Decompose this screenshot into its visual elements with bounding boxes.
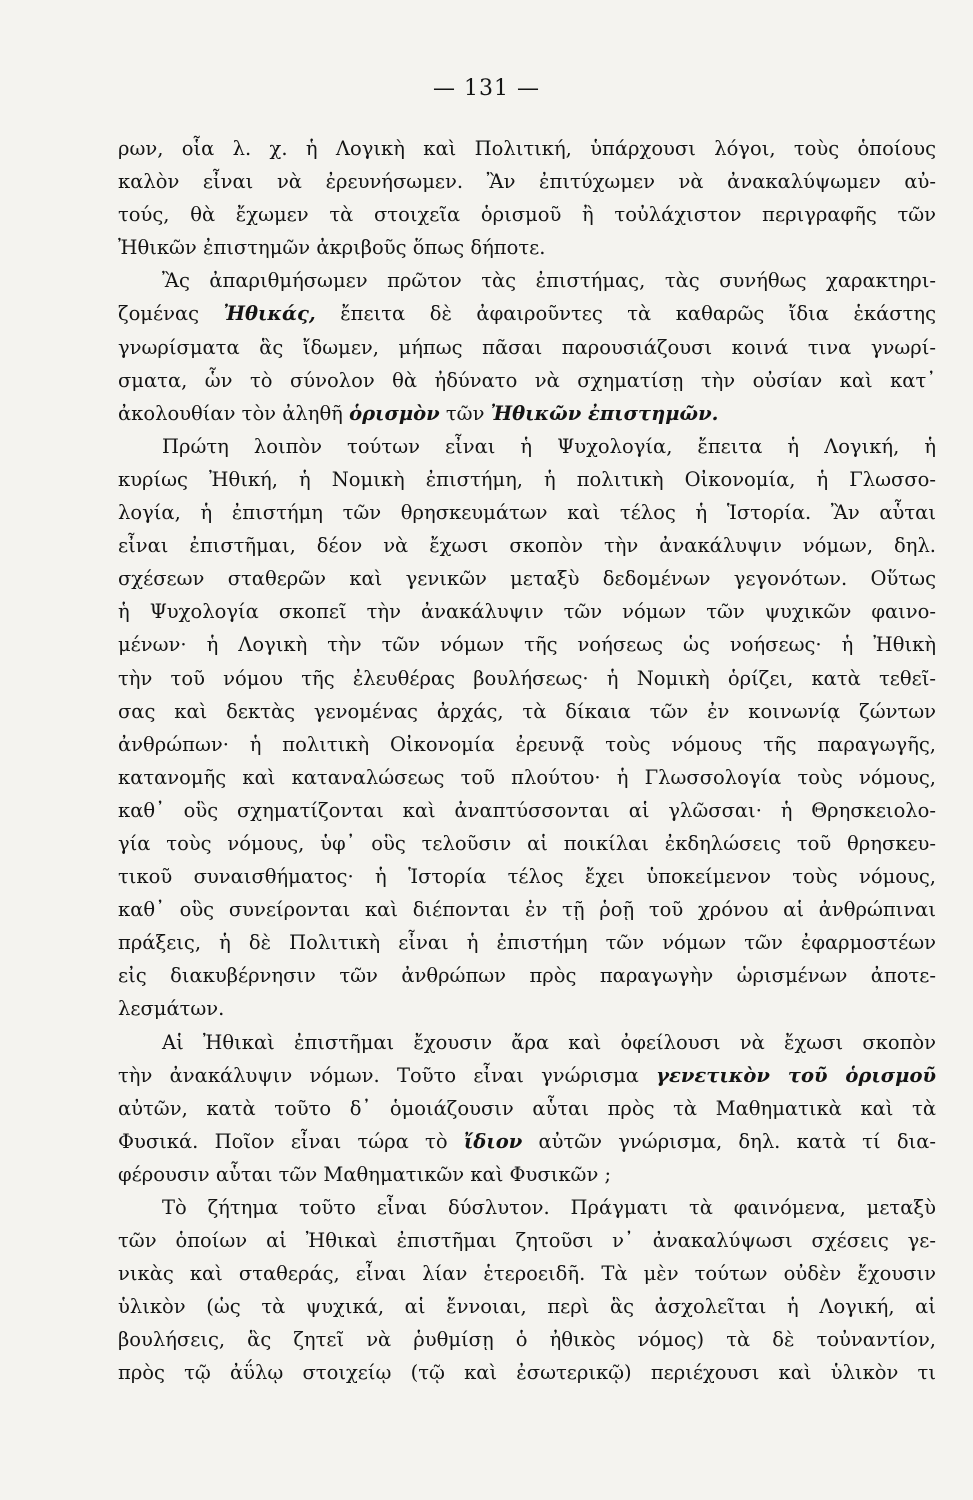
text-line [118, 231, 936, 264]
text-line [118, 463, 936, 496]
text-segment: τῶν [439, 401, 491, 425]
body-text [118, 132, 936, 1390]
text-line [118, 728, 936, 761]
text-segment: ἡ Ψυχολογία σκοπεῖ τὴν ἀνακάλυψιν τῶν νόμων τῶν ψυχικῶν φαινο- [118, 600, 936, 624]
text-line [118, 1092, 936, 1125]
text-line [118, 1059, 936, 1092]
text-line [118, 165, 936, 198]
text-segment: ἀκολουθίαν τὸν ἀληθῆ [118, 401, 350, 425]
text-segment: αὐτῶν, κατὰ τοῦτο δ᾽ ὁμοιάζουσιν αὗται πρὸς τὰ Μαθηματικὰ καὶ τὰ [118, 1096, 936, 1120]
text-line [118, 761, 936, 794]
text-line [118, 430, 936, 463]
text-segment: σας καὶ δεκτὰς γενομένας ἀρχάς, τὰ δίκαια τῶν ἐν κοινωνίᾳ ζώντων [118, 699, 936, 723]
text-segment: αὐτῶν γνώρισμα, δηλ. κατὰ τί δια- [522, 1129, 936, 1153]
text-segment: βουλήσεις, ἃς ζητεῖ νὰ ῥυθμίσῃ ὁ ἠθικὸς νόμος) τὰ δὲ τοὐναντίον, [118, 1328, 936, 1352]
text-line [118, 1257, 936, 1290]
text-segment: κατανομῆς καὶ καταναλώσεως τοῦ πλούτου· ἡ Γλωσσολογία τοὺς νόμους, [118, 765, 936, 789]
text-segment: πρὸς τῷ ἀΰλῳ στοιχείῳ (τῷ καὶ ἐσωτερικῷ) περιέχουσι καὶ ὑλικὸν τι [118, 1361, 936, 1385]
text-line [118, 662, 936, 695]
text-segment: ζομένας [118, 302, 224, 326]
text-segment: τὴν ἀνακάλυψιν νόμων. Τοῦτο εἶναι γνώρισμα [118, 1063, 657, 1087]
text-line [118, 264, 936, 297]
text-line [118, 1323, 936, 1356]
text-segment: σματα, ὧν τὸ σύνολον θὰ ἠδύνατο νὰ σχηματίσῃ τὴν οὐσίαν καὶ κατ᾽ [118, 368, 936, 392]
text-segment: εἰς διακυβέρνησιν τῶν ἀνθρώπων πρὸς παραγωγὴν ὡρισμένων ἀποτε- [118, 964, 936, 988]
text-segment: τικοῦ συναισθήματος· ἡ Ἱστορία τέλος ἔχει ὑποκείμενον τοὺς νόμους, [118, 865, 936, 889]
text-segment: Αἱ Ἠθικαὶ ἐπιστῆμαι ἔχουσιν ἄρα καὶ ὀφείλουσι νὰ ἔχωσι σκοπὸν [162, 1030, 936, 1054]
text-segment: τὴν τοῦ νόμου τῆς ἐλευθέρας βουλήσεως· ἡ Νομικὴ ὁρίζει, κατὰ τεθεῖ- [118, 666, 936, 690]
emphasized-text: ἴδιον [463, 1129, 523, 1153]
emphasized-text: ὁρισμὸν [349, 401, 440, 425]
text-segment: νικὰς καὶ σταθεράς, εἶναι λίαν ἑτεροειδῆ. Τὰ μὲν τούτων οὐδὲν ἔχουσιν [118, 1262, 936, 1286]
text-segment: πράξεις, ἡ δὲ Πολιτικὴ εἶναι ἡ ἐπιστήμη τῶν νόμων τῶν ἐφαρμοστέων [118, 931, 936, 955]
text-line [118, 1158, 936, 1191]
emphasized-text: Ἠθικῶν ἐπιστημῶν. [490, 401, 719, 425]
emphasized-text: Ἠθικάς, [223, 302, 316, 326]
text-segment: Τὸ ζήτημα τοῦτο εἶναι δύσλυτον. Πράγματι τὰ φαινόμενα, μεταξὺ [162, 1196, 936, 1219]
text-line [118, 562, 936, 595]
text-segment: καλὸν εἶναι νὰ ἐρευνήσωμεν. Ἂν ἐπιτύχωμεν νὰ ἀνακαλύψωμεν αὐ- [118, 170, 936, 194]
text-line [118, 364, 936, 397]
text-line [118, 827, 936, 860]
text-line [118, 1290, 936, 1323]
text-segment: καθ᾽ οὓς συνείρονται καὶ διέπονται ἐν τῇ ῥοῇ τοῦ χρόνου αἱ ἀνθρώπιναι [118, 898, 936, 922]
text-segment: Ἠθικῶν ἐπιστημῶν ἀκριβοῦς ὅπως δήποτε. [118, 236, 546, 260]
text-segment: Φυσικά. Ποῖον εἶναι τώρα τὸ [118, 1129, 464, 1153]
page-number: — 131 — [433, 76, 540, 101]
text-line [118, 132, 936, 165]
text-line [118, 1026, 936, 1059]
text-segment: ἔπειτα δὲ ἀφαιροῦντες τὰ καθαρῶς ἴδια ἑκάστης [315, 302, 936, 326]
text-line [118, 595, 936, 628]
text-segment: λογία, ἡ ἐπιστήμη τῶν θρησκευμάτων καὶ τέλος ἡ Ἱστορία. Ἂν αὗται [118, 501, 936, 525]
text-line [118, 496, 936, 529]
text-line [118, 331, 936, 364]
text-line [118, 794, 936, 827]
text-line [118, 959, 936, 992]
text-line [118, 1224, 936, 1257]
text-segment: καθ᾽ οὓς σχηματίζονται καὶ ἀναπτύσσονται αἱ γλῶσσαι· ἡ Θρησκειολο- [118, 798, 936, 822]
text-line [118, 397, 936, 430]
text-line [118, 860, 936, 893]
text-line [118, 628, 936, 661]
text-segment: Πρώτη λοιπὸν τούτων εἶναι ἡ Ψυχολογία, ἔπειτα ἡ Λογική, ἡ [162, 434, 936, 458]
text-line [118, 297, 936, 330]
text-segment: ἀνθρώπων· ἡ πολιτικὴ Οἰκονομία ἐρευνᾷ τοὺς νόμους τῆς παραγωγῆς, [118, 732, 936, 756]
text-line [118, 198, 936, 231]
text-segment: Ἂς ἀπαριθμήσωμεν πρῶτον τὰς ἐπιστήμας, τὰς συνήθως χαρακτηρι- [162, 269, 936, 293]
text-segment: φέρουσιν αὗται τῶν Μαθηματικῶν καὶ Φυσικῶν ; [118, 1162, 612, 1186]
text-line [118, 695, 936, 728]
text-segment: γία τοὺς νόμους, ὑφ᾽ οὓς τελοῦσιν αἱ ποικίλαι ἐκδηλώσεις τοῦ θρησκευ- [118, 831, 936, 855]
text-line [118, 1191, 936, 1224]
text-segment: γνωρίσματα ἃς ἴδωμεν, μήπως πᾶσαι παρουσιάζουσι κοινά τινα γνωρί- [118, 335, 936, 359]
text-segment: τούς, θὰ ἔχωμεν τὰ στοιχεῖα ὁρισμοῦ ἢ τοὐλάχιστον περιγραφῆς τῶν [118, 203, 936, 227]
text-segment: ρων, οἷα λ. χ. ἡ Λογικὴ καὶ Πολιτική, ὑπάρχουσι λόγοι, τοὺς ὁποίους [118, 137, 936, 160]
text-line [118, 893, 936, 926]
text-line [118, 992, 936, 1025]
text-line [118, 1125, 936, 1158]
text-segment: εἶναι ἐπιστῆμαι, δέον νὰ ἔχωσι σκοπὸν τὴν ἀνακάλυψιν νόμων, δηλ. [118, 534, 936, 558]
text-segment: σχέσεων σταθερῶν καὶ γενικῶν μεταξὺ δεδομένων γεγονότων. Οὕτως [118, 567, 936, 591]
text-segment: κυρίως Ἠθική, ἡ Νομικὴ ἐπιστήμη, ἡ πολιτικὴ Οἰκονομία, ἡ Γλωσσο- [118, 467, 936, 491]
text-line [118, 1356, 936, 1389]
text-line [118, 529, 936, 562]
emphasized-text: γενετικὸν τοῦ ὁρισμοῦ [656, 1063, 936, 1087]
text-segment: ὑλικὸν (ὡς τὰ ψυχικά, αἱ ἔννοιαι, περὶ ἃς ἀσχολεῖται ἡ Λογική, αἱ [118, 1295, 936, 1319]
text-segment: λεσμάτων. [118, 997, 225, 1021]
text-segment: μένων· ἡ Λογικὴ τὴν τῶν νόμων τῆς νοήσεως ὡς νοήσεως· ἡ Ἠθικὴ [118, 633, 936, 657]
text-line [118, 926, 936, 959]
text-segment: τῶν ὁποίων αἱ Ἠθικαὶ ἐπιστῆμαι ζητοῦσι ν᾽ ἀνακαλύψωσι σχέσεις γε- [118, 1229, 936, 1253]
